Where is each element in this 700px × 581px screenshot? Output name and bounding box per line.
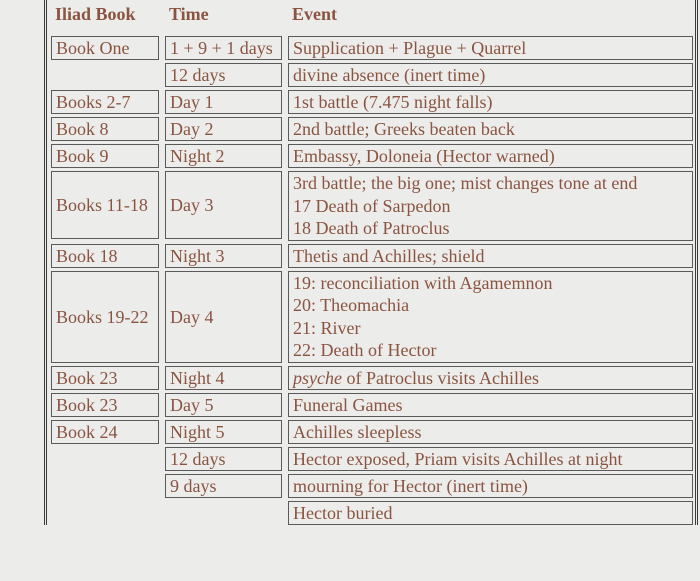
event-cell xyxy=(284,33,695,60)
book-value xyxy=(51,474,159,498)
table-row xyxy=(47,390,695,417)
event-value: divine absence (inert time) xyxy=(288,63,693,87)
book-value: Book 24 xyxy=(51,420,159,444)
table-row xyxy=(47,87,695,114)
book-value: Books 2-7 xyxy=(51,90,159,114)
time-cell xyxy=(161,87,284,114)
time-cell xyxy=(161,417,284,444)
event-cell xyxy=(284,390,695,417)
book-value: Books 11-18 xyxy=(51,171,159,239)
header-book xyxy=(47,0,161,33)
event-cell xyxy=(284,60,695,87)
event-value: Thetis and Achilles; shield xyxy=(288,244,693,268)
time-value: Day 1 xyxy=(165,90,282,114)
iliad-timeline-table xyxy=(44,0,698,525)
time-cell xyxy=(161,268,284,363)
time-value: Day 3 xyxy=(165,171,282,239)
table-row xyxy=(47,114,695,141)
event-value: 1st battle (7.475 night falls) xyxy=(288,90,693,114)
event-value: Embassy, Doloneia (Hector warned) xyxy=(288,144,693,168)
book-cell xyxy=(47,33,161,60)
time-value: Night 4 xyxy=(165,366,282,390)
time-value: Night 5 xyxy=(165,420,282,444)
header-time-label: Time xyxy=(169,4,209,24)
event-value: Hector buried xyxy=(288,501,693,525)
event-line: 3rd battle; the big one; mist changes tone at end xyxy=(293,173,638,193)
book-cell xyxy=(47,417,161,444)
book-cell-empty xyxy=(47,60,161,87)
book-value: Book 23 xyxy=(51,393,159,417)
event-cell xyxy=(284,498,695,525)
book-cell xyxy=(47,390,161,417)
book-value xyxy=(51,63,159,87)
event-cell xyxy=(284,114,695,141)
book-value xyxy=(51,447,159,471)
event-cell xyxy=(284,417,695,444)
book-cell xyxy=(47,87,161,114)
time-value: Day 2 xyxy=(165,117,282,141)
time-value: 12 days xyxy=(165,447,282,471)
event-line: 17 Death of Sarpedon xyxy=(293,195,451,216)
event-value xyxy=(288,171,693,241)
table-row xyxy=(47,60,695,87)
event-rest: of Patroclus visits Achilles xyxy=(341,367,539,388)
time-cell xyxy=(161,390,284,417)
book-cell xyxy=(47,241,161,268)
time-cell xyxy=(161,168,284,241)
time-cell xyxy=(161,114,284,141)
event-value xyxy=(288,271,693,363)
table-row xyxy=(47,241,695,268)
book-value: Book 8 xyxy=(51,117,159,141)
book-value: Book 18 xyxy=(51,244,159,268)
header-time xyxy=(161,0,284,33)
table-row xyxy=(47,363,695,390)
event-value: Achilles sleepless xyxy=(288,420,693,444)
time-value xyxy=(165,501,282,525)
event-line: 21: River xyxy=(293,317,361,338)
time-cell xyxy=(161,33,284,60)
event-value: mourning for Hector (inert time) xyxy=(288,474,693,498)
header-event xyxy=(284,0,695,33)
book-cell-empty xyxy=(47,498,161,525)
event-cell xyxy=(284,141,695,168)
book-cell xyxy=(47,168,161,241)
time-cell xyxy=(161,141,284,168)
event-cell xyxy=(284,444,695,471)
book-cell-empty xyxy=(47,471,161,498)
book-value xyxy=(51,501,159,525)
table-row xyxy=(47,444,695,471)
event-cell xyxy=(284,168,695,241)
header-book-label: Iliad Book xyxy=(55,4,136,24)
event-line: 20: Theomachia xyxy=(293,295,410,315)
time-value: 1 + 9 + 1 days xyxy=(165,36,282,60)
time-value: Day 4 xyxy=(165,271,282,363)
time-value: Night 3 xyxy=(165,244,282,268)
time-cell xyxy=(161,471,284,498)
event-value: Hector exposed, Priam visits Achilles at night xyxy=(288,447,693,471)
book-cell-empty xyxy=(47,444,161,471)
event-cell xyxy=(284,268,695,363)
header-event-label: Event xyxy=(292,4,337,24)
time-value: Night 2 xyxy=(165,144,282,168)
book-cell xyxy=(47,363,161,390)
event-cell xyxy=(284,241,695,268)
table-row xyxy=(47,168,695,241)
table-row xyxy=(47,33,695,60)
table-row xyxy=(47,141,695,168)
time-value: 9 days xyxy=(165,474,282,498)
book-value: Books 19-22 xyxy=(51,271,159,363)
time-value: 12 days xyxy=(165,63,282,87)
event-cell xyxy=(284,471,695,498)
event-value xyxy=(288,366,693,390)
book-cell xyxy=(47,268,161,363)
event-cell xyxy=(284,87,695,114)
book-value: Book 23 xyxy=(51,366,159,390)
event-cell xyxy=(284,363,695,390)
event-line: 22: Death of Hector xyxy=(293,340,437,360)
table-row xyxy=(47,471,695,498)
time-cell xyxy=(161,444,284,471)
event-italic-word: psyche xyxy=(293,367,342,388)
book-value: Book 9 xyxy=(51,144,159,168)
header-row xyxy=(47,0,695,33)
event-value: Supplication + Plague + Quarrel xyxy=(288,36,693,60)
table-row xyxy=(47,268,695,363)
book-value: Book One xyxy=(51,36,159,60)
event-line: 19: reconciliation with Agamemnon xyxy=(293,272,553,293)
time-cell-empty xyxy=(161,498,284,525)
table-row xyxy=(47,498,695,525)
time-cell xyxy=(161,60,284,87)
book-cell xyxy=(47,114,161,141)
time-cell xyxy=(161,241,284,268)
time-value: Day 5 xyxy=(165,393,282,417)
time-cell xyxy=(161,363,284,390)
book-cell xyxy=(47,141,161,168)
event-value: Funeral Games xyxy=(288,393,693,417)
event-line: 18 Death of Patroclus xyxy=(293,218,450,238)
event-value: 2nd battle; Greeks beaten back xyxy=(288,117,693,141)
table-row xyxy=(47,417,695,444)
